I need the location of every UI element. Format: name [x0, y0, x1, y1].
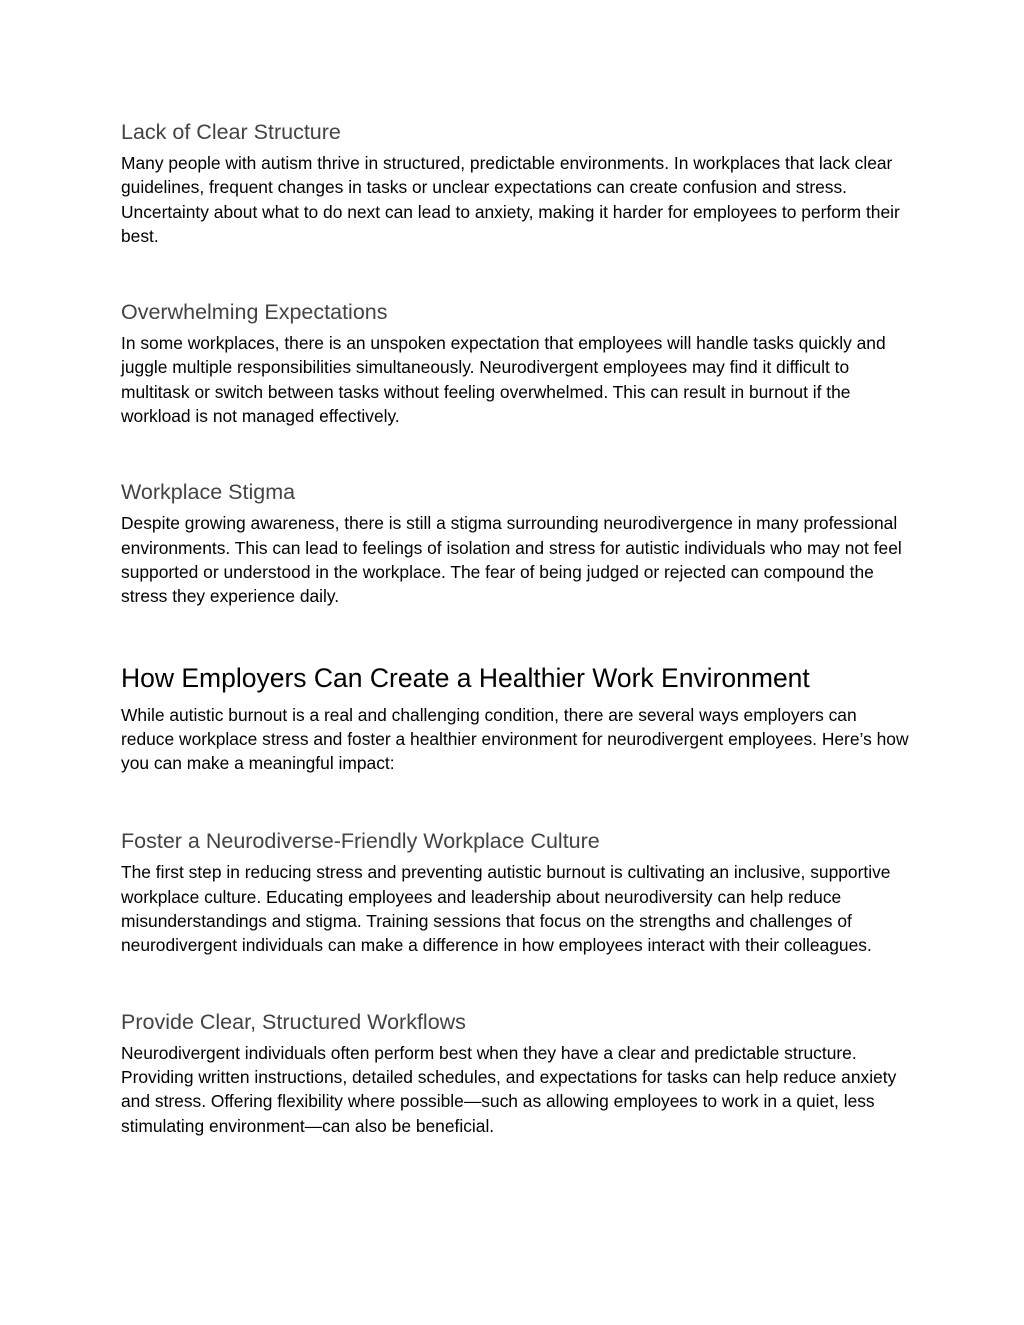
section-heading: Provide Clear, Structured Workflows	[121, 1009, 466, 1034]
section-body: The first step in reducing stress and preventing autistic burnout is cultivating an inclusive, supportive workplace culture. Educating employees and leadership about neurodiversity can help reduce misunderstandings and stigma. Training sessions that focus on the strengths and challenges of neurodivergent individuals can make a difference in how employees interact with their colleagues.	[121, 862, 891, 956]
section-body: Many people with autism thrive in structured, predictable environments. In workplaces that lack clear guidelines, frequent changes in tasks or unclear expectations can create confusion and stress. Uncertainty about what to do next can lead to anxiety, making it harder for employees to perform their best.	[121, 153, 900, 246]
section-body: In some workplaces, there is an unspoken expectation that employees will handle tasks quickly and juggle multiple responsibilities simultaneously. Neurodivergent employees may find it difficult to multitask or switch between tasks without feeling overwhelmed. This can result in burnout if the workload is not managed effectively.	[121, 333, 886, 427]
section-workplace-stigma	[121, 478, 911, 608]
main-heading: How Employers Can Create a Healthier Work Environment	[121, 662, 810, 693]
section-body: While autistic burnout is a real and challenging condition, there are several ways employers can reduce workplace stress and foster a healthier environment for neurodivergent employees. Here’s how you can make a meaningful impact:	[121, 704, 909, 774]
section-body: Despite growing awareness, there is still a stigma surrounding neurodivergence in many professional environments. This can lead to feelings of isolation and stress for autistic individuals who may not feel supported or understood in the workplace. The fear of being judged or rejected can compound the stress they experience daily.	[121, 513, 902, 607]
section-heading: Lack of Clear Structure	[121, 120, 341, 144]
section-neurodiverse-friendly-culture	[121, 827, 911, 957]
section-structured-workflows	[121, 1008, 911, 1138]
section-healthier-work-environment	[121, 661, 911, 776]
section-heading: Workplace Stigma	[121, 480, 296, 505]
section-heading: Overwhelming Expectations	[121, 300, 388, 325]
section-heading: Foster a Neurodiverse-Friendly Workplace Culture	[121, 829, 600, 854]
section-overwhelming-expectations	[121, 298, 911, 428]
section-lack-of-clear-structure	[121, 118, 911, 248]
document-page	[121, 118, 911, 1188]
section-body: Neurodivergent individuals often perform best when they have a clear and predictable structure. Providing written instructions, detailed schedules, and expectations for tasks can help reduce anxiety and stress. Offering flexibility where possible—such as allowing employees to work in a quiet, less stimulating environment—can also be beneficial.	[121, 1042, 897, 1136]
